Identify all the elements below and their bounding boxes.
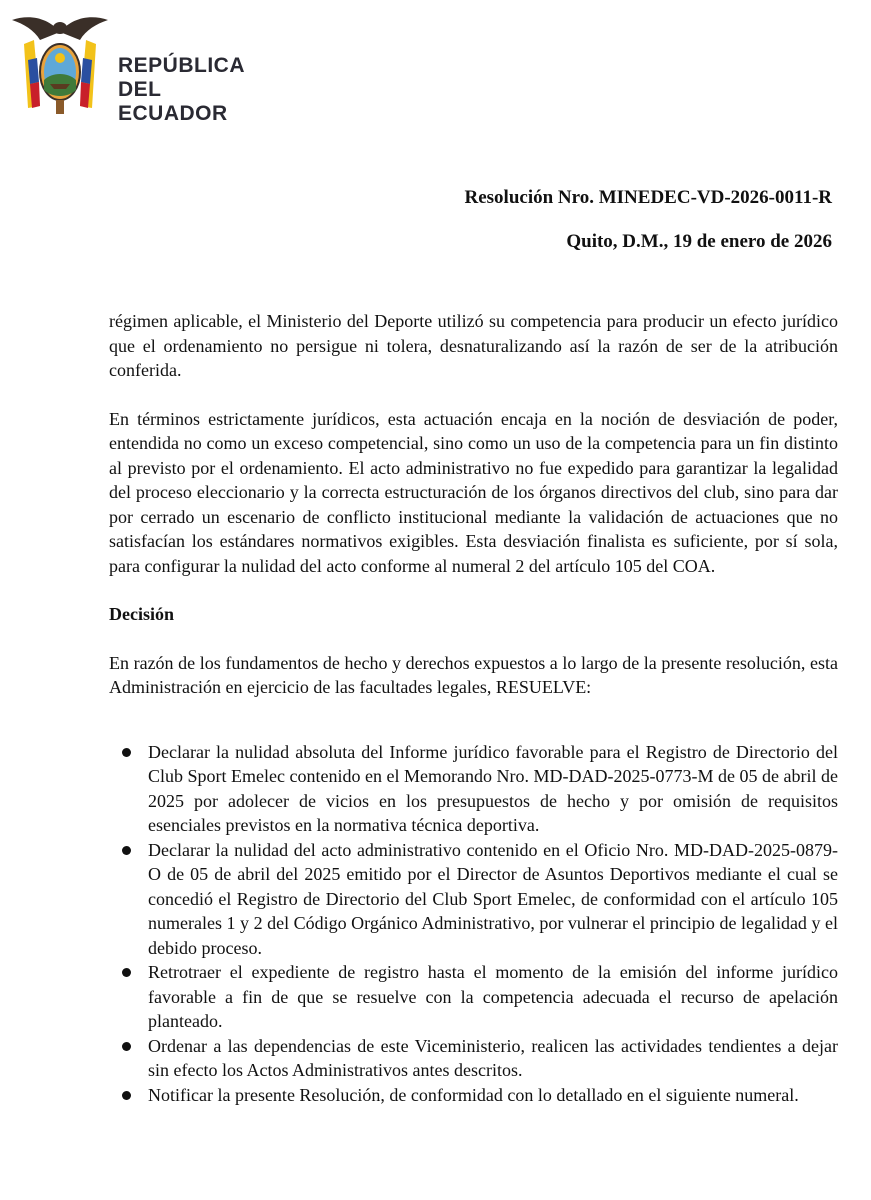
decision-text: Ordenar a las dependencias de este Viceministerio, realicen las actividades tendientes a dejar sin efecto los Actos Administrativos antes descritos. <box>148 1035 838 1080</box>
decision-item <box>109 838 838 961</box>
bullet-icon <box>122 748 131 757</box>
place-date: Quito, D.M., 19 de enero de 2026 <box>566 231 832 252</box>
country-name-line2: DEL ECUADOR <box>118 78 228 125</box>
paragraph-1: régimen aplicable, el Ministerio del Deporte utilizó su competencia para producir un efecto jurídico que el ordenamiento no persigue ni tolera, desnaturalizando así la razón de ser de la atribución conferida. <box>109 311 838 380</box>
bullet-icon <box>122 1042 131 1051</box>
decision-text: Retrotraer el expediente de registro hasta el momento de la emisión del informe jurídico favorable a fin de que se resuelve con la competencia adecuada el recurso de apelación planteado. <box>148 962 838 1031</box>
resolution-number: Resolución Nro. MINEDEC-VD-2026-0011-R <box>464 187 832 208</box>
ecuador-coat-of-arms-icon <box>10 10 110 120</box>
bullet-icon <box>122 1091 131 1100</box>
decision-item <box>109 740 838 838</box>
document-body <box>109 309 838 1107</box>
decision-list <box>109 740 838 1108</box>
paragraph-2: En términos estrictamente jurídicos, esta actuación encaja en la noción de desviación de poder, entendida no como un exceso competencial, sino como un uso de la competencia para un fin distinto al previsto por el ordenamiento. El acto administrativo no fue expedido para garantizar la legalidad del proceso eleccionario y la correcta estructuración de los órganos directivos del club, sino para dar por cerrado un escenario de conflicto institucional mediante la validación de actuaciones que no satisfacían los estándares normativos exigibles. Esta desviación finalista es suficiente, por sí sola, para configurar la nulidad del acto conforme al numeral 2 del artículo 105 del COA. <box>109 408 838 576</box>
government-logo <box>10 10 246 125</box>
decision-heading: Decisión <box>109 604 174 624</box>
decision-text: Notificar la presente Resolución, de conformidad con lo detallado en el siguiente numeral. <box>148 1084 799 1105</box>
decision-text: Declarar la nulidad del acto administrativo contenido en el Oficio Nro. MD-DAD-2025-0879-O de 05 de abril del 2025 emitido por el Director de Asuntos Deportivos mediante el cual se concedió el Registro de Directorio del Club Sport Emelec, de conformidad con el artículo 105 numerales 1 y 2 del Código Orgánico Administrativo, por vulnerar el principio de legalidad y el debido proceso. <box>148 839 838 958</box>
decision-text: Declarar la nulidad absoluta del Informe jurídico favorable para el Registro de Directorio del Club Sport Emelec contenido en el Memorando Nro. MD-DAD-2025-0773-M de 05 de abril de 2025 por adolecer de vicios en los presupuestos de hecho y por omisión de requisitos esenciales previstos en la normativa técnica deportiva. <box>148 741 838 835</box>
logo-text <box>118 54 245 126</box>
bullet-icon <box>122 968 131 977</box>
decision-item <box>109 1083 838 1108</box>
paragraph-3: En razón de los fundamentos de hecho y derechos expuestos a lo largo de la presente resolución, esta Administración en ejercicio de las facultades legales, RESUELVE: <box>109 652 838 697</box>
bullet-icon <box>122 846 131 855</box>
country-name-line1: REPÚBLICA <box>118 54 246 77</box>
decision-item <box>109 1034 838 1083</box>
decision-item <box>109 960 838 1034</box>
